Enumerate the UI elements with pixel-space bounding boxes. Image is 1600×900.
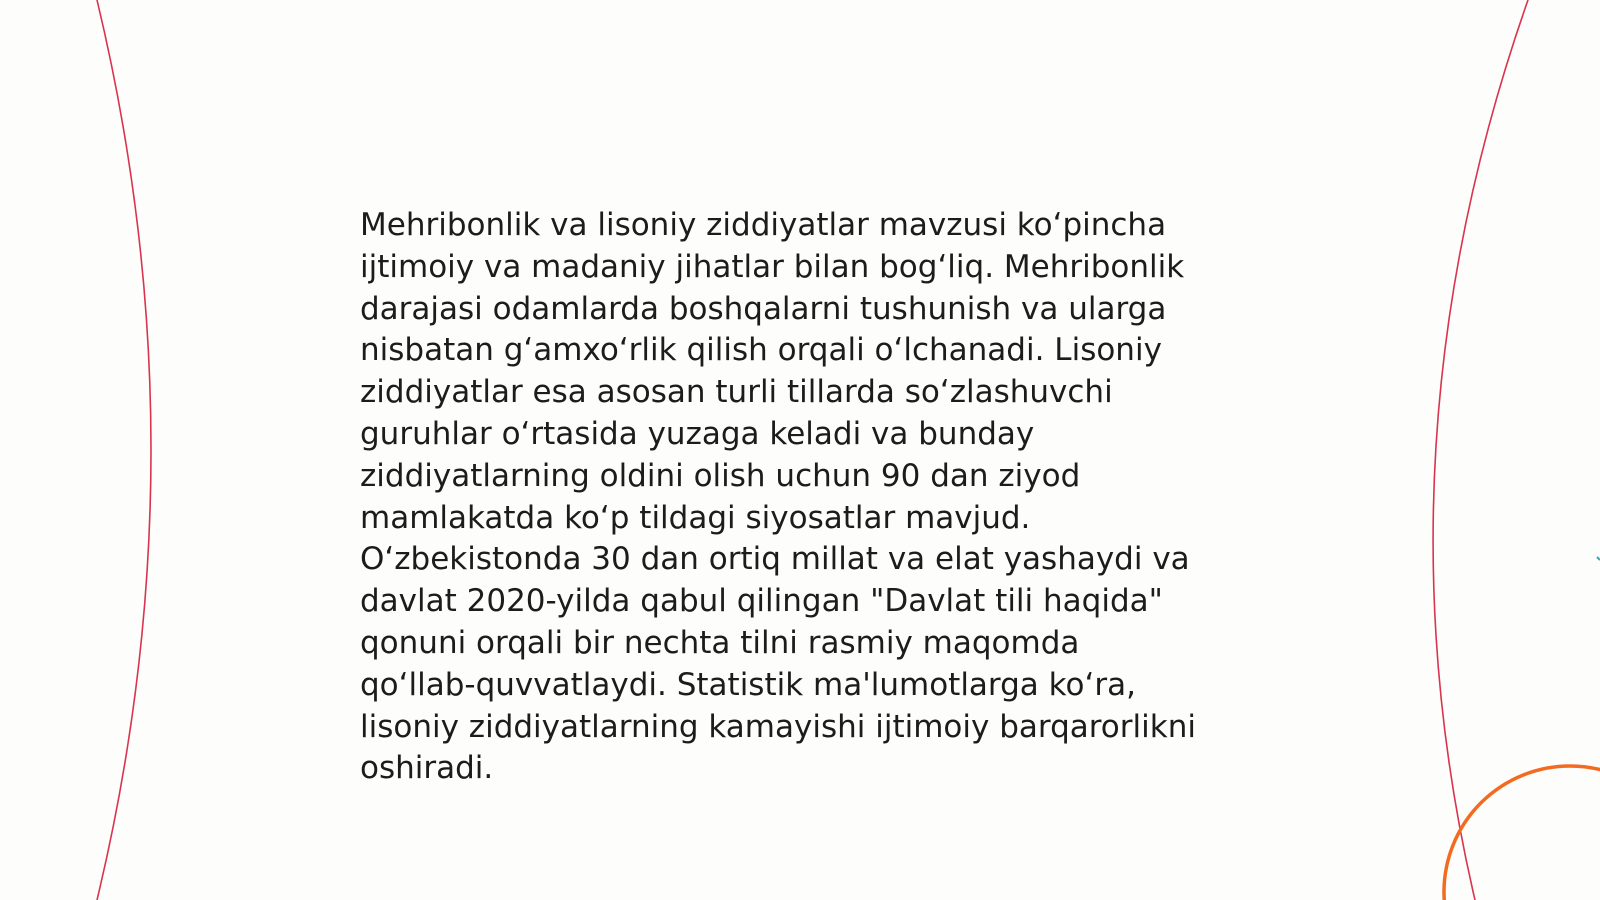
paragraph-line: qoʻllab-quvvatlaydi. Statistik ma'lumotlarga koʻra, <box>360 666 1136 703</box>
paragraph-line: guruhlar oʻrtasida yuzaga keladi va bunday <box>360 415 1035 452</box>
orange-circle-outline <box>1444 766 1600 900</box>
paragraph-line: ziddiyatlarning oldini olish uchun 90 dan ziyod <box>360 457 1081 494</box>
paragraph-line: lisoniy ziddiyatlarning kamayishi ijtimoiy barqarorlikni <box>360 708 1196 745</box>
paragraph-line: davlat 2020-yilda qabul qilingan "Davlat tili haqida" <box>360 583 1163 620</box>
left-arc-line <box>97 0 151 900</box>
paragraph-line: mamlakatda koʻp tildagi siyosatlar mavjud. <box>360 499 1031 536</box>
paragraph-line: Mehribonlik va lisoniy ziddiyatlar mavzusi koʻpincha <box>360 207 1167 243</box>
paragraph-line: qonuni orqali bir nechta tilni rasmiy maqomda <box>360 624 1080 661</box>
paragraph-line: ijtimoiy va madaniy jihatlar bilan bogʻliq. Mehribonlik <box>360 248 1185 285</box>
paragraph-line: nisbatan gʻamxoʻrlik qilish orqali oʻlchanadi. Lisoniy <box>360 332 1162 369</box>
right-arc-line <box>1433 0 1528 900</box>
body-paragraph <box>360 205 1260 790</box>
paragraph-line: darajasi odamlarda boshqalarni tushunish va ularga <box>360 290 1167 327</box>
paragraph-line: oshiradi. <box>360 750 494 787</box>
paragraph-line: Oʻzbekistonda 30 dan ortiq millat va elat yashaydi va <box>360 541 1190 578</box>
paragraph-line: ziddiyatlar esa asosan turli tillarda soʻzlashuvchi <box>360 374 1113 411</box>
